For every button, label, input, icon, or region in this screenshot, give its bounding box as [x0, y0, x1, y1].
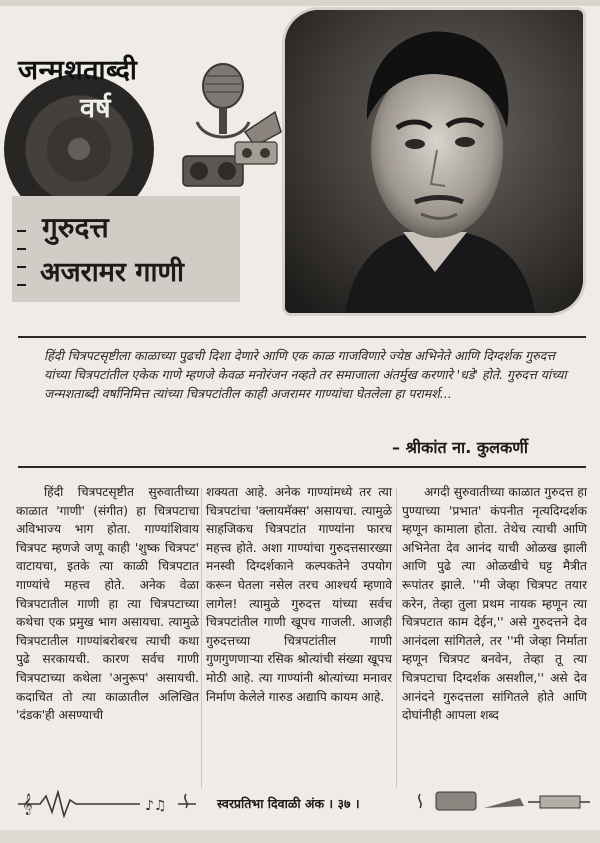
top-strip — [0, 0, 600, 6]
body-column-1 — [16, 483, 199, 725]
footer-strip — [0, 830, 600, 843]
column-divider — [201, 488, 202, 788]
column-1-text: हिंदी चित्रपटसृष्टीत सुरुवातीच्या काळात 'गाणी' (संगीत) हा चित्रपटाचा अविभाज्य भाग होता. गाण्यांशिवाय चित्रपट म्हणजे जणू काही 'शुष्क चित्रपट' वाटायचा, इतके त्या काळी चित्रपटात गाण्यांचे महत्त्व होते. अनेक वेळा चित्रपटातील गाणी हा त्या चित्रपटाच्या कथेचा एक प्रमुख भाग असायचा. त्यामुळे चित्रपटातील गाण्यांबरोबरच त्याची कथा पुढे सरकायची. कारण सर्वच गाणी चित्रपटाच्या कथेला 'अनुरूप' असायची. कदाचित तो त्या काळातील अलिखित 'दंडक'ही असण्याची — [16, 485, 199, 723]
body-column-2 — [206, 483, 392, 706]
title-decoration-bars — [12, 196, 26, 302]
intro-paragraph: हिंदी चित्रपटसृष्टीला काळाच्या पुढची दिशा देणारे आणि एक काळ गाजविणारे ज्येष्ठ अभिनेते आणि दिग्दर्शक गुरुदत्त यांच्या चित्रपटांतील एकेक गाणे म्हणजे केवळ मनोरंजन नव्हते तर समाजाला अंतर्मुख करणारे 'धडे' होते. गुरुदत्त यांच्या जन्मशताब्दी वर्षानिमित्त त्यांच्या चित्रपटांतील काही अजरामर गाण्यांचा घेतलेला हा परामर्श... — [44, 348, 567, 401]
title-line-2: अजरामर गाणी — [40, 257, 184, 288]
svg-text:♪♫: ♪♫ — [145, 798, 167, 814]
column-3-text: अगदी सुरुवातीच्या काळात गुरुदत्त हा पुण्याच्या 'प्रभात' कंपनीत नृत्यदिग्दर्शक म्हणून कामाला होता. तेथेच त्याची आणि अभिनेता देव आनंद याची ओळख झाली आणि पुढे त्या ओळखीचे घट्ट मैत्रीत रूपांतर झाले. ''मी जेव्हा चित्रपट तयार करेन, तेव्हा तुला प्रथम नायक म्हणून त्या चित्रपटात काम देईन,'' असे गुरुदत्तने देव आनंदला सांगितले, तर ''मी जेव्हा निर्माता म्हणून चित्रपट बनवेन, तेव्हा तू त्या चित्रपटाचा दिग्दर्शक असशील,'' असे देव आनंदने गुरुदत्तला सांगितले होते आणि दोघांनीही आपला शब्द — [402, 485, 587, 723]
svg-text:𝄞: 𝄞 — [22, 794, 33, 815]
intro-bottom-rule — [18, 466, 586, 468]
body-column-3 — [402, 483, 587, 725]
column-2-text: शक्यता आहे. अनेक गाण्यांमध्ये तर त्या चित्रपटांचा 'क्लायमॅक्स' असायचा. त्यामुळे साहजिकच चित्रपटांत गाण्यांना फारच महत्त्व होते. अशा गाण्यांचा गुरुदत्तसारख्या मनस्वी दिग्दर्शकाने कल्पकतेने उपयोग करून घेतला नसेल तरच आश्चर्य म्हणावे लागेल! त्यामुळे गुरुदत्त यांच्या सर्वच चित्रपटांतील गाणी खूपच गाजली. आजही गुरुदत्तच्या चित्रपटांतील गाणी गुणगुणणाऱ्या रसिक श्रोत्यांची संख्या खूपच मोठी आहे. त्या गाण्यांनी श्रोत्यांच्या मनावर निर्माण केलेले गारुड अद्यापि कायम आहे. — [206, 485, 392, 704]
author-byline: – श्रीकांत ना. कुलकर्णी — [392, 438, 528, 457]
portrait-image — [285, 10, 583, 313]
title-line-1: गुरुदत्त — [42, 211, 109, 244]
anniversary-badge — [14, 44, 179, 162]
badge-line-1: जन्मशताब्दी — [18, 55, 138, 86]
column-divider — [396, 488, 397, 788]
badge-line-2: वर्ष — [80, 93, 111, 124]
microphone-music-decoration-icon — [175, 62, 285, 202]
portrait-photo — [285, 10, 583, 313]
intro-top-rule — [18, 336, 586, 338]
footer-issue-label: स्वरप्रतिभा दिवाळी अंक । ३७ । — [217, 796, 360, 811]
